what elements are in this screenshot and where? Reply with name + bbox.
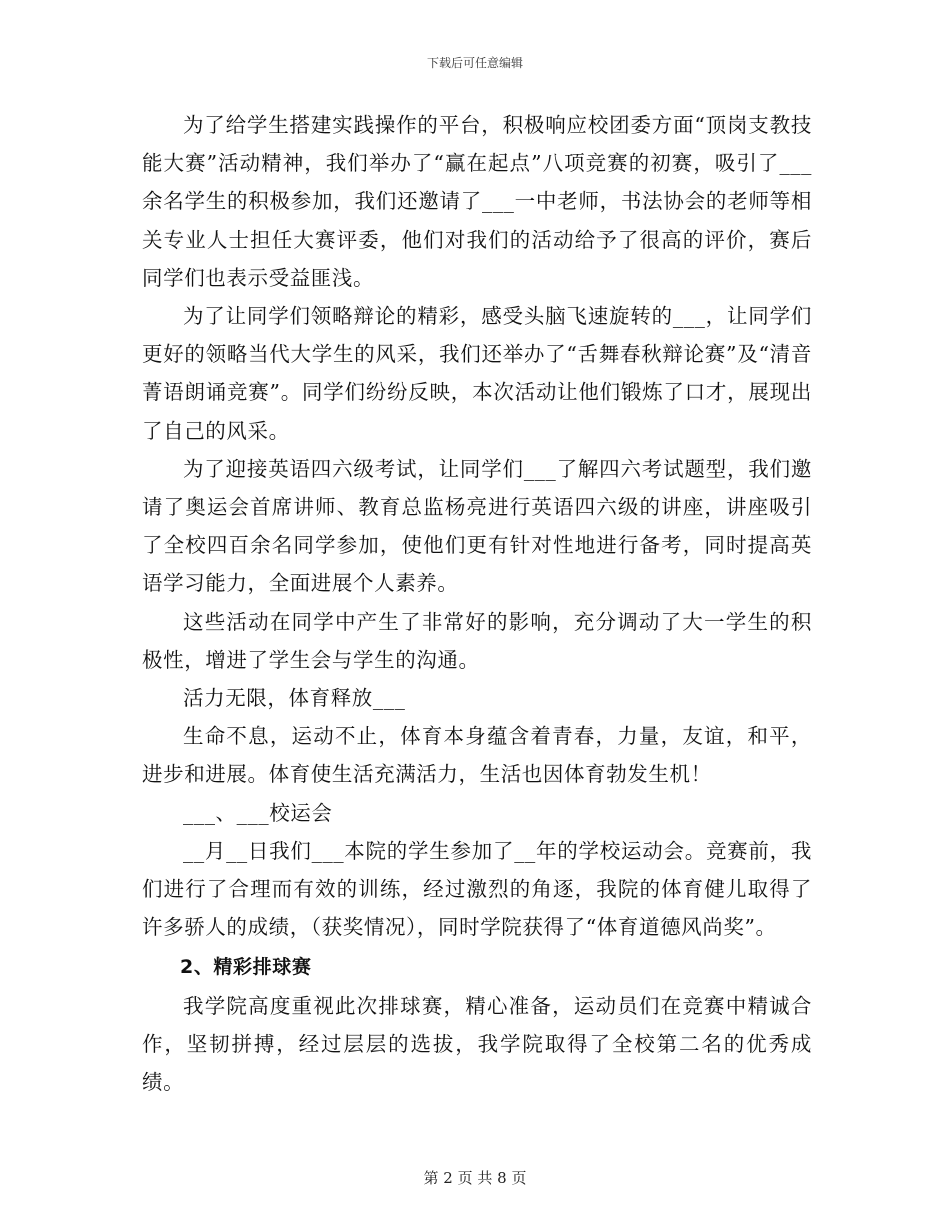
paragraph-impact: 这些活动在同学中产生了非常好的影响，充分调动了大一学生的积极性，增进了学生会与学生的沟通。 (142, 609, 812, 672)
paragraph-debate: 为了让同学们领略辩论的精彩，感受头脑飞速旋转的___，让同学们更好的领略当代大学生的风采，我们还举办了“舌舞春秋辩论赛”及“清音菁语朗诵竞赛”。同学们纷纷反映，本次活动让他们锻炼了口才，展现出了自己的风采。 (142, 304, 812, 443)
page-footer: 第 2 页 共 8 页 (423, 1169, 527, 1187)
paragraph-competition: 为了给学生搭建实践操作的平台，积极响应校团委方面“顶岗支教技能大赛”活动精神，我们举办了“赢在起点”八项竞赛的初赛，吸引了___余名学生的积极参加，我们还邀请了___一中老师，书法协会的老师等相关专业人士担任大赛评委，他们对我们的活动给予了很高的评价，赛后同学们也表示受益匪浅。 (142, 113, 812, 290)
paragraph-sports-intro: 生命不息，运动不止，体育本身蕴含着青春，力量，友谊，和平，进步和进展。体育使生活充满活力，生活也因体育勃发生机！ (142, 724, 812, 787)
section-title-sports: 活力无限，体育释放___ (183, 686, 406, 711)
document-body (142, 106, 812, 1101)
paragraph-english-lecture: 为了迎接英语四六级考试，让同学们___了解四六考试题型，我们邀请了奥运会首席讲师、教育总监杨亮进行英语四六级的讲座，讲座吸引了全校四百余名同学参加，使他们更有针对性地进行备考，同时提高英语学习能力，全面进展个人素养。 (142, 456, 812, 596)
page-header: 下载后可任意编辑 (426, 56, 523, 70)
subsection-title-volleyball: 2、精彩排球赛 (180, 956, 312, 979)
paragraph-sports-meet: __月__日我们___本院的学生参加了__年的学校运动会。竞赛前，我们进行了合理而有效的训练，经过激烈的角逐，我院的体育健儿取得了许多骄人的成绩，（获奖情况），同时学院获得了“体育道德风尚奖”。 (142, 838, 812, 940)
subsection-title-sports-meet: ___、___校运会 (183, 800, 333, 825)
paragraph-volleyball: 我学院高度重视此次排球赛，精心准备，运动员们在竞赛中精诚合作，坚韧拼搏，经过层层的选拔，我学院取得了全校第二名的优秀成绩。 (142, 993, 812, 1095)
